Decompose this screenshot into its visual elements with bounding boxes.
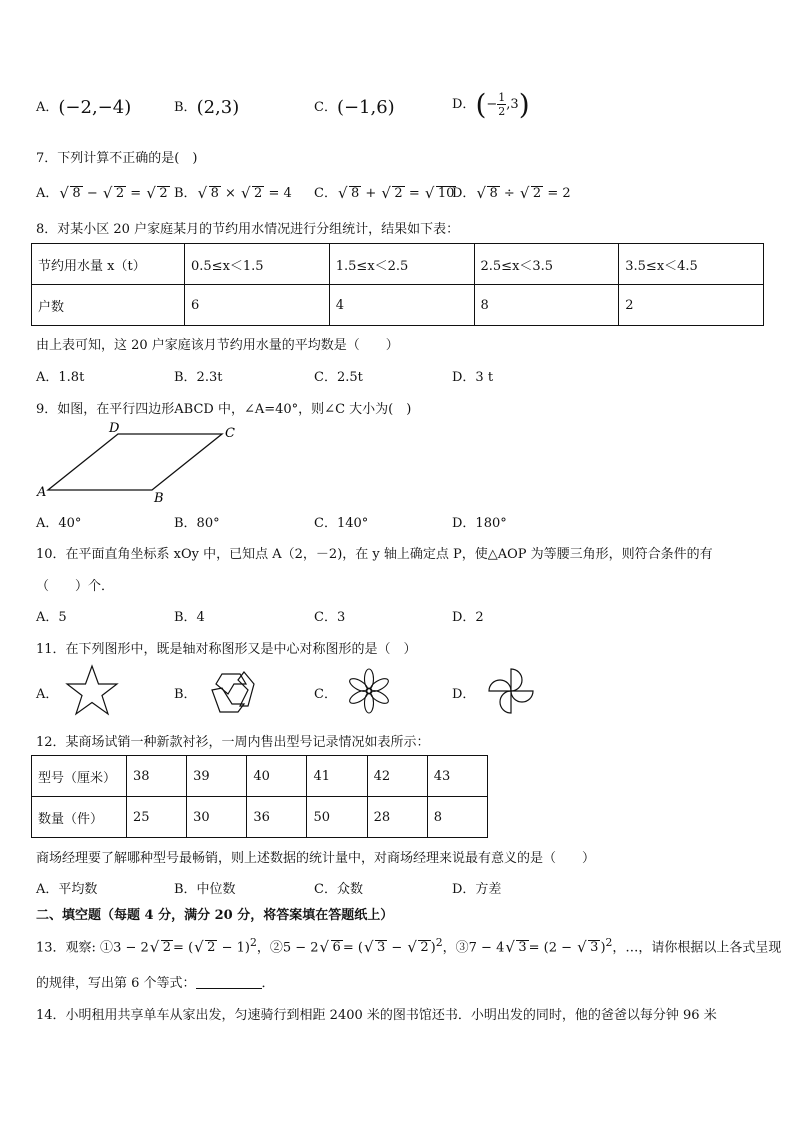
section-heading: 二、填空题（每题 4 分，满分 20 分，将答案填在答题纸上） <box>36 908 394 923</box>
option-label: B． <box>174 100 197 115</box>
radicand: 2 <box>162 940 172 956</box>
table-cell: 41 <box>307 756 367 797</box>
q11-option-d: D． <box>452 687 476 702</box>
table-cell: 36 <box>247 797 307 838</box>
q9-option-a: A．40° <box>36 516 82 531</box>
table-cell: 3.5≤x＜4.5 <box>619 244 764 285</box>
option-label: C． <box>314 100 337 115</box>
expr-text: − <box>387 940 407 956</box>
recycle-triangle-icon <box>208 666 264 716</box>
recycle-piece <box>212 688 244 712</box>
fraction <box>497 91 506 118</box>
q6-option-a <box>36 96 131 118</box>
q13-line-2 <box>36 972 275 991</box>
period: ． <box>261 976 275 991</box>
radicand: 2 <box>159 186 168 201</box>
table-cell: 4 <box>329 285 474 326</box>
flower-icon <box>344 666 394 716</box>
option-value: (−2,−4) <box>58 97 132 118</box>
radicand: 6 <box>332 940 341 956</box>
q10-stem-cont: （ ）个． <box>36 579 115 594</box>
q10-stem: 10．在平面直角坐标系 xOy 中，已知点 A（2，－2)，在 y 轴上确定点 P，使△AOP 为等腰三角形，则符合条件的有 <box>36 547 713 562</box>
option-label: A． <box>36 186 59 201</box>
exponent: 2 <box>605 936 613 949</box>
q14-stem: 14．小明租用共享单车从家出发，匀速骑行到相距 2400 米的图书馆还书．小明出发的同时，他的爸爸以每分钟 96 米 <box>36 1008 717 1023</box>
q7-option-a <box>36 182 170 201</box>
table-cell: 8 <box>474 285 619 326</box>
table-cell: 数量（件） <box>32 797 127 838</box>
table-cell: 30 <box>187 797 247 838</box>
operator: ÷ <box>503 186 515 201</box>
table-cell: 28 <box>367 797 427 838</box>
equals: = 4 <box>268 186 292 201</box>
fraction-numerator: 1 <box>498 91 506 104</box>
pinwheel-icon <box>484 664 538 718</box>
radicand: 2 <box>532 186 542 201</box>
q7-option-b <box>174 182 292 201</box>
q9-option-b: B．80° <box>174 516 220 531</box>
radicand: 8 <box>489 186 498 201</box>
option-label: A． <box>36 100 59 115</box>
option-value: (−1,6) <box>336 97 395 118</box>
answer-blank[interactable] <box>196 976 262 989</box>
q9-option-c: C．140° <box>314 516 369 531</box>
operator: − <box>86 186 98 201</box>
pinwheel-blade <box>500 691 511 713</box>
q6-option-b <box>174 96 239 118</box>
parallelogram-figure <box>36 420 256 506</box>
expr-text: 5 − 2 <box>282 940 319 956</box>
q6-option-d: D．(− $\frac{1}{2}$ ,3) <box>452 88 530 121</box>
star-shape <box>67 666 117 714</box>
table-cell: 2 <box>619 285 764 326</box>
table-row <box>32 244 764 285</box>
q9-option-d: D．180° <box>452 516 507 531</box>
radicand: 3 <box>518 940 527 956</box>
separator: ，② <box>256 940 283 956</box>
pinwheel-blade <box>511 669 522 691</box>
radicand: 3 <box>376 940 386 956</box>
table-row <box>32 797 488 838</box>
q10-option-d: D．2 <box>452 610 484 625</box>
q12-option-d: D．方差 <box>452 882 502 897</box>
recycle-piece <box>238 672 254 706</box>
vertex-label-c: C <box>225 426 235 441</box>
option-value: (2,3) <box>196 97 240 118</box>
table-cell: 50 <box>307 797 367 838</box>
minus-sign: − <box>486 97 498 112</box>
q12-table <box>31 755 488 838</box>
table-cell: 型号（厘米） <box>32 756 127 797</box>
separator: ，③ <box>442 940 469 956</box>
expr-text: = (2 − <box>528 940 577 956</box>
q10-option-a: A．5 <box>36 610 67 625</box>
q7-option-d <box>452 182 571 201</box>
equals: = 2 <box>547 186 571 201</box>
table-cell: 38 <box>127 756 187 797</box>
expr-text: = ( <box>173 940 194 956</box>
expr-text: = ( <box>342 940 363 956</box>
q12-option-a: A．平均数 <box>36 882 98 897</box>
radicand: 8 <box>350 186 360 201</box>
q13-line-1 <box>36 936 781 955</box>
table-cell: 节约用水量 x（t） <box>32 244 185 285</box>
option-label: C． <box>314 186 337 201</box>
q8-stem: 8．对某小区 20 户家庭某月的节约用水情况进行分组统计，结果如下表： <box>36 222 460 237</box>
q8-option-a: A．1.8t <box>36 370 85 385</box>
radicand: 10 <box>437 186 455 201</box>
q11-option-b: B． <box>174 687 197 702</box>
q8-option-d: D．3 t <box>452 370 494 385</box>
option-rest: ,3 <box>506 97 519 112</box>
parallelogram-shape <box>48 434 222 490</box>
option-label: B． <box>174 186 197 201</box>
radicand: 2 <box>207 940 216 956</box>
q13-prefix: 13．观察: ① <box>36 940 114 956</box>
star-icon <box>64 664 120 720</box>
radicand: 2 <box>420 940 429 956</box>
fraction-denominator: 2 <box>498 105 506 118</box>
q8-question: 由上表可知，这 20 户家庭该月节约用水量的平均数是（ ） <box>36 338 399 353</box>
table-cell: 25 <box>127 797 187 838</box>
table-cell: 0.5≤x＜1.5 <box>185 244 330 285</box>
q6-option-c <box>314 96 395 118</box>
vertex-label-a: A <box>37 485 47 500</box>
expr-text: − 1) <box>217 940 250 956</box>
vertex-label-d: D <box>109 421 120 436</box>
expr-text: 3 − 2 <box>113 940 149 956</box>
radicand: 2 <box>394 186 403 201</box>
table-cell: 2.5≤x＜3.5 <box>474 244 619 285</box>
q11-option-c: C． <box>314 687 337 702</box>
radicand: 8 <box>210 186 219 201</box>
table-cell: 39 <box>187 756 247 797</box>
q11-option-a: A． <box>36 687 59 702</box>
q9-stem: 9．如图，在平行四边形ABCD 中，∠A=40°，则∠C 大小为( ) <box>36 402 412 417</box>
option-label: D． <box>452 97 476 112</box>
table-cell: 6 <box>185 285 330 326</box>
table-row <box>32 756 488 797</box>
table-cell: 40 <box>247 756 307 797</box>
table-cell: 42 <box>367 756 427 797</box>
radicand: 3 <box>590 940 599 956</box>
q8-option-c: C．2.5t <box>314 370 363 385</box>
radicand: 2 <box>254 186 263 201</box>
q12-question: 商场经理要了解哪种型号最畅销，则上述数据的统计量中，对商场经理来说最有意义的是（ ） <box>36 851 596 866</box>
table-cell: 8 <box>427 797 487 838</box>
equals: = <box>408 186 420 201</box>
expr-text: ) <box>600 940 606 956</box>
option-label: D． <box>452 186 476 201</box>
expr-text: ) <box>430 940 436 956</box>
expr-text: 7 − 4 <box>468 940 505 956</box>
radicand: 8 <box>72 186 81 201</box>
radicand: 2 <box>115 186 125 201</box>
operator: + <box>365 186 377 201</box>
q10-option-b: B．4 <box>174 610 205 625</box>
q10-option-c: C．3 <box>314 610 346 625</box>
q12-option-b: B．中位数 <box>174 882 236 897</box>
exponent: 2 <box>249 936 257 949</box>
pinwheel-blade <box>489 680 511 691</box>
table-row <box>32 285 764 326</box>
pinwheel-blade <box>511 691 533 702</box>
q11-stem: 11．在下列图形中，既是轴对称图形又是中心对称图形的是（ ） <box>36 642 417 657</box>
exponent: 2 <box>435 936 443 949</box>
q8-option-b: B．2.3t <box>174 370 223 385</box>
operator: × <box>224 186 236 201</box>
q13-suffix: ，…，请你根据以上各式呈现 <box>612 940 782 956</box>
q7-stem: 7．下列计算不正确的是( ) <box>36 151 198 166</box>
vertex-label-b: B <box>154 491 164 506</box>
q8-table <box>31 243 764 326</box>
q12-option-c: C．众数 <box>314 882 363 897</box>
table-cell: 户数 <box>32 285 185 326</box>
equals: = <box>130 186 142 201</box>
table-cell: 1.5≤x＜2.5 <box>329 244 474 285</box>
table-cell: 43 <box>427 756 487 797</box>
q13-line2-text: 的规律，写出第 6 个等式： <box>36 976 196 991</box>
q7-option-c <box>314 182 456 201</box>
q12-stem: 12．某商场试销一种新款衬衫，一周内售出型号记录情况如表所示： <box>36 735 430 750</box>
